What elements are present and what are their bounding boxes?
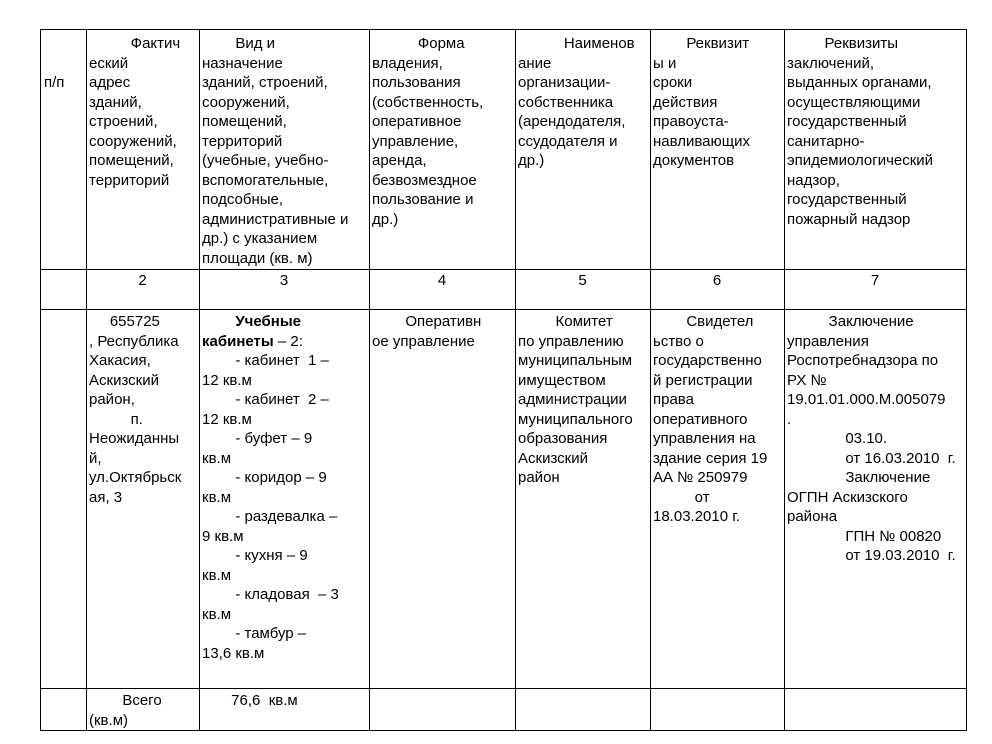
text-line: административные и xyxy=(202,210,349,228)
text-line: Комитет xyxy=(518,313,613,330)
text-line: управление, xyxy=(372,132,459,150)
text-line: Всего xyxy=(89,692,162,709)
text-line: РХ № xyxy=(787,371,827,389)
text-line: 12 кв.м xyxy=(202,371,252,389)
text-line: др.) xyxy=(518,152,545,169)
text-line: АА № 250979 xyxy=(653,469,748,486)
text-line: 19.01.01.000.М.005079 xyxy=(787,391,946,408)
column-number: 5 xyxy=(578,272,587,289)
text-line: Заключение xyxy=(787,469,931,486)
text-line: й регистрации xyxy=(653,371,753,389)
text-line: строений, xyxy=(89,113,158,130)
total-label xyxy=(89,691,162,730)
text-line: государственный xyxy=(787,113,907,130)
text-line: зданий, строений, xyxy=(202,74,328,91)
text-line: муниципального xyxy=(518,410,633,428)
text-line: (собственность, xyxy=(372,93,484,111)
text-line: территорий xyxy=(202,132,283,150)
text-line: осуществляющими xyxy=(787,93,921,111)
text-line: 13,6 кв.м xyxy=(202,644,265,662)
text-line: вспомогательные, xyxy=(202,171,329,189)
text-line: кв.м xyxy=(202,566,232,584)
text-line: эпидемиологический xyxy=(787,152,934,169)
text-line: территорий xyxy=(89,171,170,189)
header-col-premises xyxy=(202,34,348,268)
text-line: от 16.03.2010 г. xyxy=(787,449,956,467)
text-line: др.) с указанием xyxy=(202,230,318,247)
text-line: образования xyxy=(518,430,608,447)
text-line: 12 кв.м xyxy=(202,410,252,428)
text-line: Аскизский xyxy=(518,449,588,467)
text-line: пользование и xyxy=(372,191,474,208)
text-line: правоуста- xyxy=(653,113,729,130)
text-line: Хакасия, xyxy=(89,352,151,369)
text-line: зданий, xyxy=(89,93,142,111)
text-line: 655725 xyxy=(89,313,160,330)
text-line: управления на xyxy=(653,430,756,447)
text-line: действия xyxy=(653,93,718,111)
text-line: заключений, xyxy=(787,54,874,72)
conclusions-cell xyxy=(787,312,956,566)
text-line: Роспотребнадзора по xyxy=(787,352,939,369)
text-line: по управлению xyxy=(518,332,624,350)
header-col-docs xyxy=(653,34,750,171)
text-line: ОГПН Аскизского xyxy=(787,488,908,506)
text-line: от 19.03.2010 г. xyxy=(787,547,956,564)
text-line: сооружений, xyxy=(202,93,290,111)
text-line: ая, 3 xyxy=(89,488,123,506)
text-line: кв.м xyxy=(202,488,232,506)
header-col-ownership xyxy=(372,34,483,229)
text-line: навливающих xyxy=(653,132,750,150)
text-line: Заключение xyxy=(787,313,914,330)
text-line: оперативное xyxy=(372,113,462,130)
column-number: 7 xyxy=(870,272,880,289)
text-line: ссудодателя и xyxy=(518,132,618,150)
text-line: - кабинет 1 – xyxy=(202,352,329,369)
text-line: адрес xyxy=(89,74,131,91)
text-line: кв.м xyxy=(202,449,232,467)
text-line: район xyxy=(518,469,560,486)
premises-title: Учебные xyxy=(235,313,302,330)
text-line: др.) xyxy=(372,210,399,228)
column-number: 3 xyxy=(279,272,289,289)
text-line: - тамбур – xyxy=(202,625,307,642)
text-line: владения, xyxy=(372,54,443,72)
text-line: еский xyxy=(89,54,129,72)
text-line: сроки xyxy=(653,74,693,91)
text-line: управления xyxy=(787,332,869,350)
text-line: Реквизит xyxy=(653,35,750,52)
text-line: надзор, xyxy=(787,171,840,189)
text-line: район, xyxy=(89,391,135,408)
text-line: помещений, xyxy=(202,113,287,130)
text-line: . xyxy=(787,410,792,428)
text-line: ьство о xyxy=(653,332,704,350)
text-line: 9 кв.м xyxy=(202,527,244,545)
text-line: , Республика xyxy=(89,332,179,350)
text-line: государственный xyxy=(787,191,907,208)
text-line: (арендодателя, xyxy=(518,113,626,130)
text-line: оперативного xyxy=(653,410,748,428)
text-line: собственника xyxy=(518,93,614,111)
text-line: ГПН № 00820 xyxy=(787,527,942,545)
text-line: ание xyxy=(518,54,552,72)
column-number: 6 xyxy=(712,272,722,289)
text-line: от xyxy=(653,488,710,506)
text-line: администрации xyxy=(518,391,627,408)
docs-cell xyxy=(653,312,767,527)
text-line: Фактич xyxy=(89,35,181,52)
total-value: 76,6 кв.м xyxy=(202,692,298,709)
text-line: сооружений, xyxy=(89,132,177,150)
text-line: п. xyxy=(89,410,143,428)
text-line: ое управление xyxy=(372,332,475,350)
address-cell xyxy=(89,312,181,507)
text-line: (кв.м) xyxy=(89,711,129,729)
text-line: документов xyxy=(653,152,735,169)
text-line: аренда, xyxy=(372,152,427,169)
ownership-cell xyxy=(372,312,481,351)
text-line: Свидетел xyxy=(653,313,754,330)
text-line: ул.Октябрьск xyxy=(89,469,182,486)
text-line: - кухня – 9 xyxy=(202,547,308,564)
column-number: 4 xyxy=(437,272,447,289)
text-line: санитарно- xyxy=(787,132,865,150)
text-line: Аскизский xyxy=(89,371,159,389)
text-line: площади (кв. м) xyxy=(202,249,313,267)
column-number: 2 xyxy=(138,272,147,289)
header-col-address xyxy=(89,34,180,190)
header-col-conclusions xyxy=(787,34,933,229)
text-line: имуществом xyxy=(518,371,606,389)
premises-title-2: кабинеты xyxy=(202,332,274,350)
text-line: - раздевалка – xyxy=(202,508,338,525)
text-line: Вид и xyxy=(202,35,276,52)
text-line: безвозмездное xyxy=(372,171,477,189)
owner-cell xyxy=(518,312,633,488)
text-line: - коридор – 9 xyxy=(202,469,327,486)
premises-cell: Учебные кабинеты – 2: - кабинет 1 – 12 кв.м - кабинет 2 – 12 кв.м - буфет – 9 кв.м - коридор – 9 кв.м - раздевалка – 9 кв.м - кухня – 9 кв.м - кладовая – 3 кв.м - тамбур – 13,6 кв.м xyxy=(202,313,339,662)
header-col-owner xyxy=(518,34,635,171)
text-line: 18.03.2010 г. xyxy=(653,508,741,525)
text-line: пожарный надзор xyxy=(787,210,911,228)
text-line: подсобные, xyxy=(202,191,284,208)
text-line: права xyxy=(653,391,694,408)
text-line: района xyxy=(787,508,838,525)
text-line: государственно xyxy=(653,352,762,369)
header-col-npp: п/п xyxy=(44,74,65,91)
text-line: пользования xyxy=(372,74,461,91)
text-line: Оперативн xyxy=(372,313,482,330)
text-line: Форма xyxy=(372,35,465,52)
text-line: выданных органами, xyxy=(787,74,932,91)
text-line: муниципальным xyxy=(518,352,633,369)
text-line: 03.10. xyxy=(787,430,888,447)
text-line: - кабинет 2 – xyxy=(202,391,329,408)
text-line: - кладовая – 3 xyxy=(202,586,339,603)
text-line: помещений, xyxy=(89,152,174,169)
text-line: здание серия 19 xyxy=(653,449,768,467)
text-line: й, xyxy=(89,449,102,467)
text-line: Реквизиты xyxy=(787,35,899,52)
text-line: кв.м xyxy=(202,605,232,623)
text-line: Наименов xyxy=(518,35,635,52)
text-line: организации- xyxy=(518,74,611,91)
text-line: назначение xyxy=(202,54,283,72)
text-line: (учебные, учебно- xyxy=(202,152,329,169)
text-line: ы и xyxy=(653,54,677,72)
text-line: - буфет – 9 xyxy=(202,430,313,447)
text-line: Неожиданны xyxy=(89,430,180,447)
